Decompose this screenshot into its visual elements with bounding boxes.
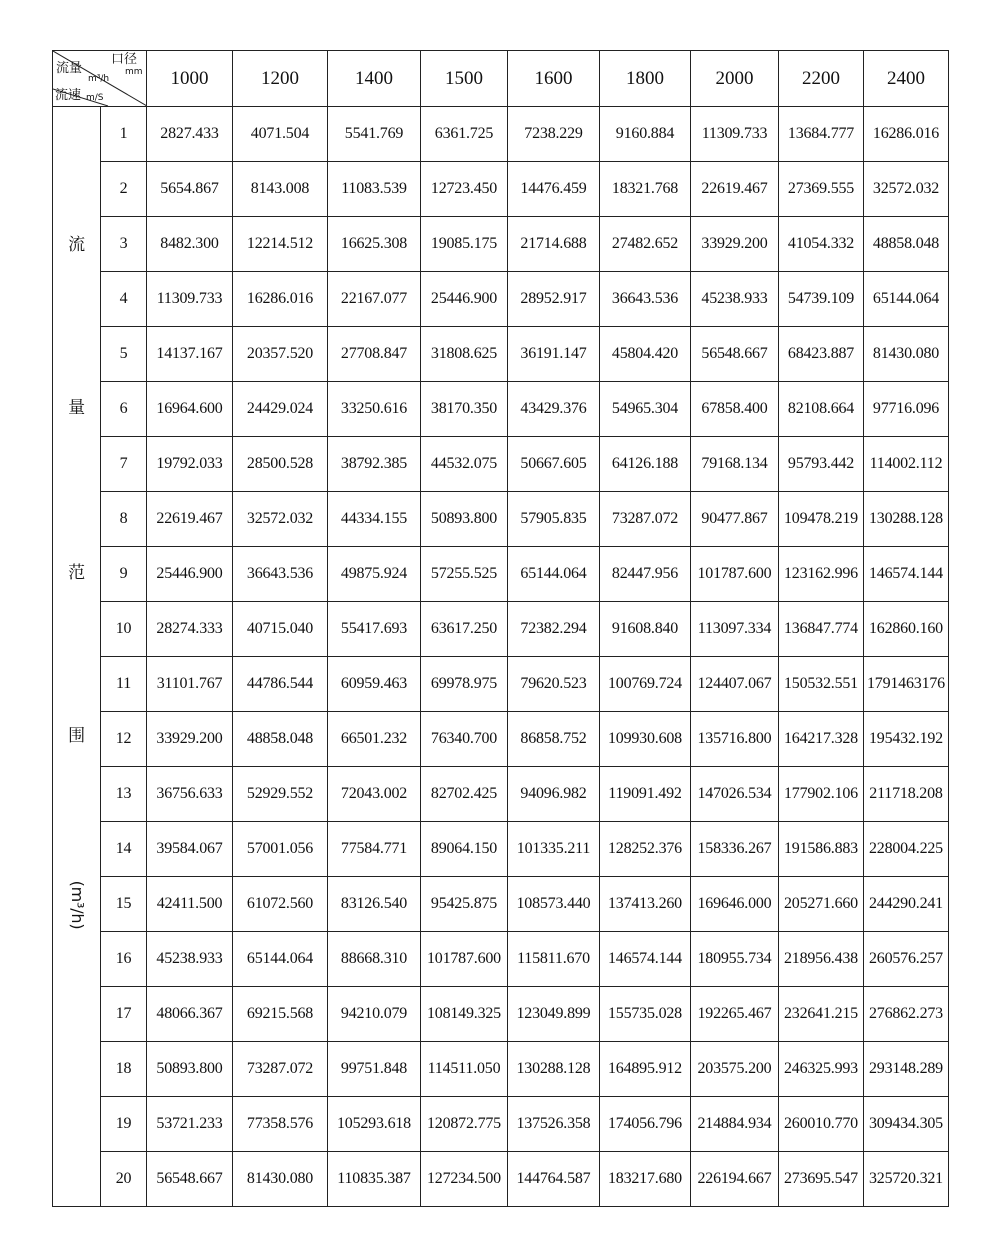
flow-value-cell: 40715.040 — [233, 602, 328, 657]
flow-value-cell: 18321.768 — [600, 162, 691, 217]
flow-range-label-cell — [53, 107, 101, 1207]
flow-value-cell: 128252.376 — [600, 822, 691, 877]
flow-value-cell: 101787.600 — [691, 547, 779, 602]
flow-value-cell: 195432.192 — [864, 712, 949, 767]
velocity-cell: 18 — [101, 1042, 147, 1097]
flow-value-cell: 11309.733 — [147, 272, 233, 327]
flow-value-cell: 211718.208 — [864, 767, 949, 822]
flow-value-cell: 14137.167 — [147, 327, 233, 382]
flow-value-cell: 81430.080 — [233, 1152, 328, 1207]
flow-value-cell: 54739.109 — [779, 272, 864, 327]
flow-value-cell: 246325.993 — [779, 1042, 864, 1097]
flow-value-cell: 48858.048 — [864, 217, 949, 272]
table-row — [53, 1042, 949, 1097]
flow-value-cell: 72043.002 — [328, 767, 421, 822]
table-row — [53, 492, 949, 547]
flow-value-cell: 218956.438 — [779, 932, 864, 987]
flow-value-cell: 56548.667 — [147, 1152, 233, 1207]
table-row — [53, 327, 949, 382]
diameter-header-2000: 2000 — [691, 51, 779, 107]
flow-value-cell: 183217.680 — [600, 1152, 691, 1207]
flow-value-cell: 228004.225 — [864, 822, 949, 877]
flow-value-cell: 205271.660 — [779, 877, 864, 932]
table-row — [53, 382, 949, 437]
flow-value-cell: 67858.400 — [691, 382, 779, 437]
velocity-cell: 14 — [101, 822, 147, 877]
velocity-cell: 10 — [101, 602, 147, 657]
flow-value-cell: 33929.200 — [147, 712, 233, 767]
flow-value-cell: 1791463176 — [864, 657, 949, 712]
flow-value-cell: 25446.900 — [147, 547, 233, 602]
velocity-cell: 2 — [101, 162, 147, 217]
flow-value-cell: 24429.024 — [233, 382, 328, 437]
flow-range-label-char: 量 — [68, 398, 85, 418]
flow-value-cell: 5541.769 — [328, 107, 421, 162]
flow-value-cell: 73287.072 — [600, 492, 691, 547]
flow-value-cell: 72382.294 — [508, 602, 600, 657]
flow-value-cell: 164895.912 — [600, 1042, 691, 1097]
velocity-cell: 3 — [101, 217, 147, 272]
table-row — [53, 547, 949, 602]
flow-value-cell: 113097.334 — [691, 602, 779, 657]
flow-value-cell: 66501.232 — [328, 712, 421, 767]
flow-value-cell: 158336.267 — [691, 822, 779, 877]
flow-range-label-char: 围 — [68, 726, 85, 746]
flow-value-cell: 94096.982 — [508, 767, 600, 822]
flow-value-cell: 14476.459 — [508, 162, 600, 217]
velocity-cell: 17 — [101, 987, 147, 1042]
flow-value-cell: 97716.096 — [864, 382, 949, 437]
flow-value-cell: 36191.147 — [508, 327, 600, 382]
flow-value-cell: 120872.775 — [421, 1097, 508, 1152]
flow-value-cell: 45804.420 — [600, 327, 691, 382]
table-row — [53, 162, 949, 217]
diameter-header-1600: 1600 — [508, 51, 600, 107]
flow-value-cell: 9160.884 — [600, 107, 691, 162]
flow-value-cell: 22619.467 — [691, 162, 779, 217]
flow-value-cell: 109478.219 — [779, 492, 864, 547]
flow-value-cell: 28500.528 — [233, 437, 328, 492]
flow-value-cell: 127234.500 — [421, 1152, 508, 1207]
flow-value-cell: 33250.616 — [328, 382, 421, 437]
flow-value-cell: 123049.899 — [508, 987, 600, 1042]
velocity-cell: 19 — [101, 1097, 147, 1152]
table-row — [53, 657, 949, 712]
table-row — [53, 712, 949, 767]
flow-value-cell: 109930.608 — [600, 712, 691, 767]
flow-value-cell: 42411.500 — [147, 877, 233, 932]
flow-value-cell: 146574.144 — [600, 932, 691, 987]
flow-value-cell: 38170.350 — [421, 382, 508, 437]
flow-value-cell: 146574.144 — [864, 547, 949, 602]
corner-cell — [53, 51, 147, 107]
flow-value-cell: 135716.800 — [691, 712, 779, 767]
flow-value-cell: 123162.996 — [779, 547, 864, 602]
flow-range-sheet — [52, 50, 949, 1207]
flow-value-cell: 8482.300 — [147, 217, 233, 272]
flow-value-cell: 226194.667 — [691, 1152, 779, 1207]
flow-value-cell: 136847.774 — [779, 602, 864, 657]
table-row — [53, 217, 949, 272]
flow-value-cell: 50667.605 — [508, 437, 600, 492]
flow-value-cell: 8143.008 — [233, 162, 328, 217]
flow-value-cell: 57001.056 — [233, 822, 328, 877]
flow-value-cell: 95793.442 — [779, 437, 864, 492]
flow-value-cell: 244290.241 — [864, 877, 949, 932]
flow-value-cell: 82108.664 — [779, 382, 864, 437]
flow-value-cell: 180955.734 — [691, 932, 779, 987]
corner-diameter-label: 口径 — [111, 52, 138, 67]
flow-value-cell: 50893.800 — [421, 492, 508, 547]
diameter-header-1400: 1400 — [328, 51, 421, 107]
velocity-cell: 7 — [101, 437, 147, 492]
velocity-cell: 4 — [101, 272, 147, 327]
flow-value-cell: 114002.112 — [864, 437, 949, 492]
flow-value-cell: 13684.777 — [779, 107, 864, 162]
table-row — [53, 437, 949, 492]
flow-value-cell: 20357.520 — [233, 327, 328, 382]
flow-value-cell: 5654.867 — [147, 162, 233, 217]
flow-value-cell: 55417.693 — [328, 602, 421, 657]
flow-value-cell: 137413.260 — [600, 877, 691, 932]
flow-value-cell: 309434.305 — [864, 1097, 949, 1152]
table-row — [53, 602, 949, 657]
flow-value-cell: 16286.016 — [233, 272, 328, 327]
table-row — [53, 822, 949, 877]
flow-value-cell: 105293.618 — [328, 1097, 421, 1152]
table-body — [53, 107, 949, 1207]
flow-value-cell: 82447.956 — [600, 547, 691, 602]
flow-value-cell: 68423.887 — [779, 327, 864, 382]
diameter-header-1000: 1000 — [147, 51, 233, 107]
flow-value-cell: 76340.700 — [421, 712, 508, 767]
flow-value-cell: 43429.376 — [508, 382, 600, 437]
diameter-header-1200: 1200 — [233, 51, 328, 107]
flow-value-cell: 64126.188 — [600, 437, 691, 492]
flow-value-cell: 293148.289 — [864, 1042, 949, 1097]
flow-value-cell: 16625.308 — [328, 217, 421, 272]
flow-value-cell: 273695.547 — [779, 1152, 864, 1207]
flow-value-cell: 91608.840 — [600, 602, 691, 657]
flow-value-cell: 115811.670 — [508, 932, 600, 987]
flow-value-cell: 22619.467 — [147, 492, 233, 547]
flow-value-cell: 119091.492 — [600, 767, 691, 822]
flow-value-cell: 44532.075 — [421, 437, 508, 492]
flow-value-cell: 16286.016 — [864, 107, 949, 162]
velocity-cell: 5 — [101, 327, 147, 382]
flow-value-cell: 36756.633 — [147, 767, 233, 822]
flow-value-cell: 73287.072 — [233, 1042, 328, 1097]
flow-value-cell: 88668.310 — [328, 932, 421, 987]
flow-value-cell: 36643.536 — [600, 272, 691, 327]
flow-value-cell: 28274.333 — [147, 602, 233, 657]
flow-value-cell: 28952.917 — [508, 272, 600, 327]
flow-value-cell: 61072.560 — [233, 877, 328, 932]
flow-value-cell: 325720.321 — [864, 1152, 949, 1207]
flow-value-cell: 174056.796 — [600, 1097, 691, 1152]
flow-value-cell: 81430.080 — [864, 327, 949, 382]
flow-value-cell: 95425.875 — [421, 877, 508, 932]
flow-value-cell: 12214.512 — [233, 217, 328, 272]
flow-value-cell: 27482.652 — [600, 217, 691, 272]
flow-value-cell: 130288.128 — [864, 492, 949, 547]
flow-value-cell: 232641.215 — [779, 987, 864, 1042]
velocity-cell: 20 — [101, 1152, 147, 1207]
flow-range-table — [52, 50, 949, 1207]
velocity-cell: 6 — [101, 382, 147, 437]
diameter-header-2400: 2400 — [864, 51, 949, 107]
flow-value-cell: 49875.924 — [328, 547, 421, 602]
diameter-header-1800: 1800 — [600, 51, 691, 107]
flow-value-cell: 45238.933 — [147, 932, 233, 987]
flow-value-cell: 19792.033 — [147, 437, 233, 492]
flow-value-cell: 101335.211 — [508, 822, 600, 877]
flow-value-cell: 45238.933 — [691, 272, 779, 327]
corner-diameter-unit: mm — [125, 67, 143, 77]
flow-value-cell: 99751.848 — [328, 1042, 421, 1097]
flow-value-cell: 48858.048 — [233, 712, 328, 767]
flow-value-cell: 32572.032 — [864, 162, 949, 217]
flow-value-cell: 36643.536 — [233, 547, 328, 602]
table-row — [53, 107, 949, 162]
flow-value-cell: 191586.883 — [779, 822, 864, 877]
flow-value-cell: 39584.067 — [147, 822, 233, 877]
flow-value-cell: 77358.576 — [233, 1097, 328, 1152]
corner-flow-label: 流量 — [56, 61, 83, 76]
flow-value-cell: 31808.625 — [421, 327, 508, 382]
flow-value-cell: 108573.440 — [508, 877, 600, 932]
flow-value-cell: 44334.155 — [328, 492, 421, 547]
flow-value-cell: 19085.175 — [421, 217, 508, 272]
flow-value-cell: 50893.800 — [147, 1042, 233, 1097]
flow-value-cell: 110835.387 — [328, 1152, 421, 1207]
flow-value-cell: 11309.733 — [691, 107, 779, 162]
flow-value-cell: 150532.551 — [779, 657, 864, 712]
velocity-cell: 16 — [101, 932, 147, 987]
flow-value-cell: 108149.325 — [421, 987, 508, 1042]
flow-value-cell: 162860.160 — [864, 602, 949, 657]
velocity-cell: 11 — [101, 657, 147, 712]
flow-value-cell: 57905.835 — [508, 492, 600, 547]
flow-value-cell: 69215.568 — [233, 987, 328, 1042]
table-row — [53, 1097, 949, 1152]
flow-value-cell: 16964.600 — [147, 382, 233, 437]
flow-value-cell: 137526.358 — [508, 1097, 600, 1152]
flow-value-cell: 177902.106 — [779, 767, 864, 822]
flow-value-cell: 114511.050 — [421, 1042, 508, 1097]
flow-value-cell: 214884.934 — [691, 1097, 779, 1152]
flow-value-cell: 57255.525 — [421, 547, 508, 602]
corner-velocity-unit: m/S — [86, 93, 104, 103]
flow-value-cell: 33929.200 — [691, 217, 779, 272]
flow-value-cell: 86858.752 — [508, 712, 600, 767]
flow-value-cell: 11083.539 — [328, 162, 421, 217]
velocity-cell: 15 — [101, 877, 147, 932]
flow-value-cell: 94210.079 — [328, 987, 421, 1042]
velocity-cell: 9 — [101, 547, 147, 602]
flow-value-cell: 22167.077 — [328, 272, 421, 327]
flow-value-cell: 82702.425 — [421, 767, 508, 822]
flow-value-cell: 32572.032 — [233, 492, 328, 547]
flow-value-cell: 54965.304 — [600, 382, 691, 437]
flow-value-cell: 41054.332 — [779, 217, 864, 272]
flow-value-cell: 52929.552 — [233, 767, 328, 822]
flow-value-cell: 27708.847 — [328, 327, 421, 382]
diameter-header-2200: 2200 — [779, 51, 864, 107]
flow-value-cell: 276862.273 — [864, 987, 949, 1042]
table-row — [53, 1152, 949, 1207]
flow-value-cell: 48066.367 — [147, 987, 233, 1042]
flow-value-cell: 6361.725 — [421, 107, 508, 162]
flow-value-cell: 144764.587 — [508, 1152, 600, 1207]
flow-value-cell: 65144.064 — [508, 547, 600, 602]
flow-value-cell: 21714.688 — [508, 217, 600, 272]
flow-value-cell: 124407.067 — [691, 657, 779, 712]
velocity-cell: 13 — [101, 767, 147, 822]
flow-value-cell: 192265.467 — [691, 987, 779, 1042]
flow-range-label-char: 流 — [68, 235, 85, 255]
flow-value-cell: 100769.724 — [600, 657, 691, 712]
flow-value-cell: 79620.523 — [508, 657, 600, 712]
flow-value-cell: 12723.450 — [421, 162, 508, 217]
flow-value-cell: 63617.250 — [421, 602, 508, 657]
flow-value-cell: 147026.534 — [691, 767, 779, 822]
table-header — [53, 51, 949, 107]
velocity-cell: 12 — [101, 712, 147, 767]
corner-flow-unit: m³/h — [88, 74, 110, 84]
flow-value-cell: 65144.064 — [233, 932, 328, 987]
flow-value-cell: 44786.544 — [233, 657, 328, 712]
flow-value-cell: 83126.540 — [328, 877, 421, 932]
flow-value-cell: 69978.975 — [421, 657, 508, 712]
flow-value-cell: 164217.328 — [779, 712, 864, 767]
flow-value-cell: 2827.433 — [147, 107, 233, 162]
flow-range-unit: (m³/h) — [67, 880, 87, 930]
table-row — [53, 767, 949, 822]
flow-value-cell: 203575.200 — [691, 1042, 779, 1097]
flow-value-cell: 4071.504 — [233, 107, 328, 162]
flow-value-cell: 38792.385 — [328, 437, 421, 492]
flow-value-cell: 65144.064 — [864, 272, 949, 327]
table-row — [53, 877, 949, 932]
velocity-cell: 1 — [101, 107, 147, 162]
flow-value-cell: 25446.900 — [421, 272, 508, 327]
flow-value-cell: 60959.463 — [328, 657, 421, 712]
flow-value-cell: 79168.134 — [691, 437, 779, 492]
flow-value-cell: 260010.770 — [779, 1097, 864, 1152]
flow-value-cell: 89064.150 — [421, 822, 508, 877]
flow-range-label-char: 范 — [68, 563, 85, 583]
diameter-header-1500: 1500 — [421, 51, 508, 107]
flow-value-cell: 101787.600 — [421, 932, 508, 987]
flow-range-label — [53, 107, 100, 1206]
velocity-cell: 8 — [101, 492, 147, 547]
flow-value-cell: 155735.028 — [600, 987, 691, 1042]
flow-value-cell: 31101.767 — [147, 657, 233, 712]
corner-velocity-label: 流速 — [55, 88, 82, 103]
table-row — [53, 272, 949, 327]
table-row — [53, 932, 949, 987]
flow-value-cell: 130288.128 — [508, 1042, 600, 1097]
flow-value-cell: 260576.257 — [864, 932, 949, 987]
flow-value-cell: 77584.771 — [328, 822, 421, 877]
flow-value-cell: 27369.555 — [779, 162, 864, 217]
flow-value-cell: 90477.867 — [691, 492, 779, 547]
header-row — [53, 51, 949, 107]
flow-value-cell: 7238.229 — [508, 107, 600, 162]
flow-value-cell: 53721.233 — [147, 1097, 233, 1152]
flow-value-cell: 169646.000 — [691, 877, 779, 932]
table-row — [53, 987, 949, 1042]
flow-value-cell: 56548.667 — [691, 327, 779, 382]
